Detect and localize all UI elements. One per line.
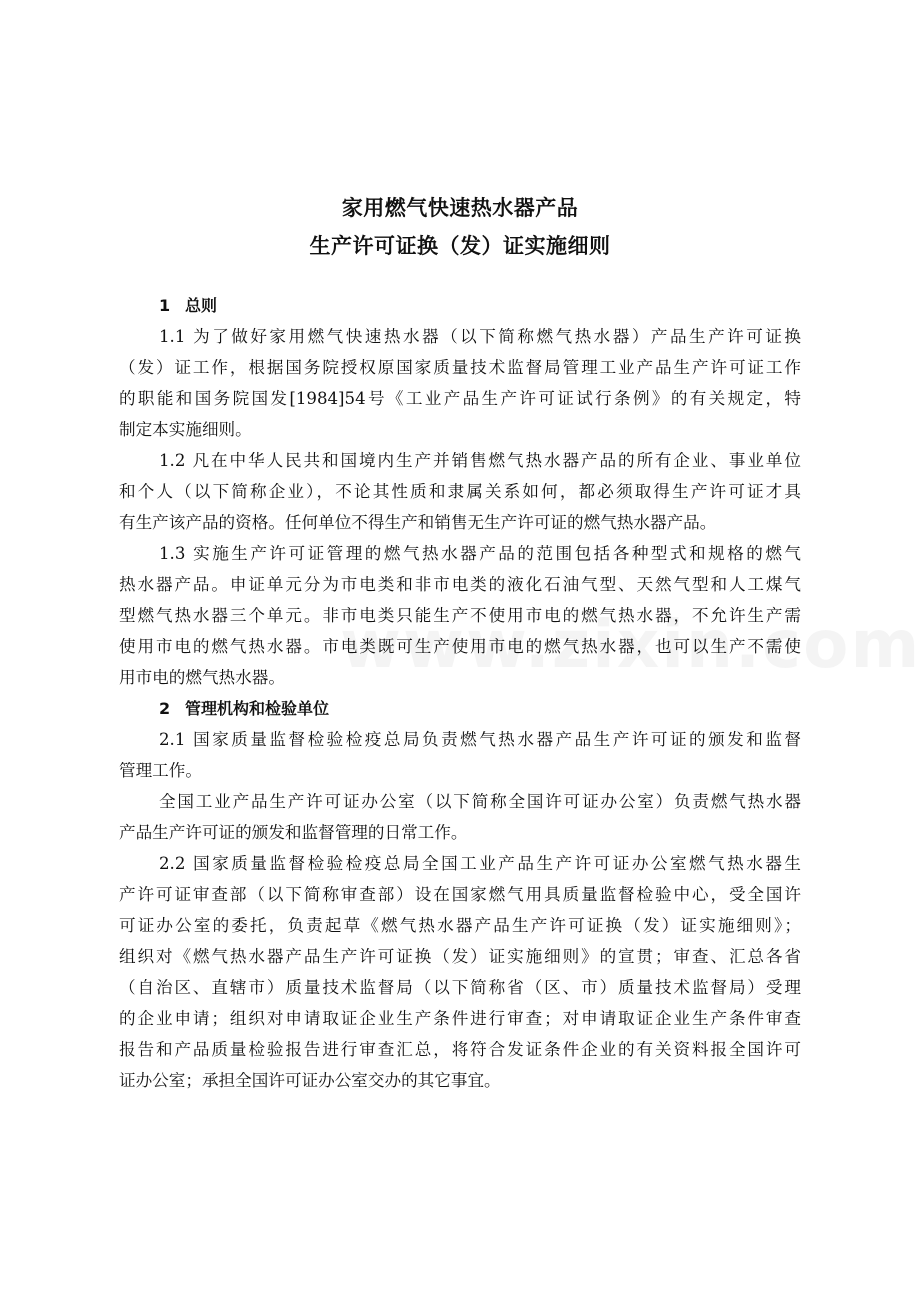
paragraph-line: 产品生产许可证的颁发和监督管理的日常工作。 bbox=[119, 823, 468, 842]
paragraph-line: （自治区、直辖市）质量技术监督局（以下简称省（区、市）质量技术监督局）受理 bbox=[119, 978, 801, 997]
paragraph-line: 型燃气热水器三个单元。非市电类只能生产不使用市电的燃气热水器，不允许生产需 bbox=[119, 606, 801, 625]
paragraph-line: 1.1 为了做好家用燃气快速热水器（以下简称燃气热水器）产品生产许可证换 bbox=[159, 327, 801, 346]
paragraph-line: 和个人（以下简称企业），不论其性质和隶属关系如何，都必须取得生产许可证才具 bbox=[119, 482, 801, 501]
document-title-line-1: 家用燃气快速热水器产品 bbox=[341, 196, 579, 220]
section-heading bbox=[119, 290, 801, 321]
paragraph-line: 制定本实施细则。 bbox=[119, 420, 252, 439]
paragraph-line: 报告和产品质量检验报告进行审查汇总，将符合发证条件企业的有关资料报全国许可 bbox=[119, 1040, 801, 1059]
paragraph-line: 管理工作。 bbox=[119, 761, 202, 780]
section-heading bbox=[119, 693, 801, 724]
document-body bbox=[119, 290, 801, 1096]
section-title: 管理机构和检验单位 bbox=[185, 699, 330, 718]
paragraph-line: 1.2 凡在中华人民共和国境内生产并销售燃气热水器产品的所有企业、事业单位 bbox=[159, 451, 801, 470]
paragraph-line: （发）证工作，根据国务院授权原国家质量技术监督局管理工业产品生产许可证工作 bbox=[119, 358, 801, 377]
paragraph-line: 使用市电的燃气热水器。市电类既可生产使用市电的燃气热水器，也可以生产不需使 bbox=[119, 637, 801, 656]
section-number: 2 bbox=[159, 699, 171, 718]
section-number: 1 bbox=[159, 296, 171, 315]
paragraph-line: 用市电的燃气热水器。 bbox=[119, 668, 285, 687]
document-title-line-2: 生产许可证换（发）证实施细则 bbox=[309, 234, 611, 258]
paragraph-line: 1.3 实施生产许可证管理的燃气热水器产品的范围包括各种型式和规格的燃气 bbox=[159, 544, 801, 563]
paragraph-line: 有生产该产品的资格。任何单位不得生产和销售无生产许可证的燃气热水器产品。 bbox=[119, 513, 717, 532]
paragraph-line: 组织对《燃气热水器产品生产许可证换（发）证实施细则》的宣贯；审查、汇总各省 bbox=[119, 947, 801, 966]
paragraph-line: 的职能和国务院国发[1984]54号《工业产品生产许可证试行条例》的有关规定，特 bbox=[119, 389, 801, 408]
paragraph-line: 可证办公室的委托，负责起草《燃气热水器产品生产许可证换（发）证实施细则》； bbox=[119, 916, 801, 935]
paragraph-line: 2.1 国家质量监督检验检疫总局负责燃气热水器产品生产许可证的颁发和监督 bbox=[159, 730, 801, 749]
paragraph-line: 热水器产品。申证单元分为市电类和非市电类的液化石油气型、天然气型和人工煤气 bbox=[119, 575, 801, 594]
paragraph bbox=[119, 724, 801, 786]
paragraph bbox=[119, 321, 801, 445]
paragraph-line: 的企业申请；组织对申请取证企业生产条件进行审查；对申请取证企业生产条件审查 bbox=[119, 1009, 801, 1028]
paragraph-line: 产许可证审查部（以下简称审查部）设在国家燃气用具质量监督检验中心，受全国许 bbox=[119, 885, 801, 904]
paragraph-line: 全国工业产品生产许可证办公室（以下简称全国许可证办公室）负责燃气热水器 bbox=[159, 792, 801, 811]
paragraph-line: 证办公室；承担全国许可证办公室交办的其它事宜。 bbox=[119, 1071, 501, 1090]
section-title: 总则 bbox=[185, 296, 218, 315]
paragraph bbox=[119, 445, 801, 538]
paragraph-line: 2.2 国家质量监督检验检疫总局全国工业产品生产许可证办公室燃气热水器生 bbox=[159, 854, 801, 873]
paragraph bbox=[119, 848, 801, 1096]
paragraph bbox=[119, 538, 801, 693]
paragraph bbox=[119, 786, 801, 848]
